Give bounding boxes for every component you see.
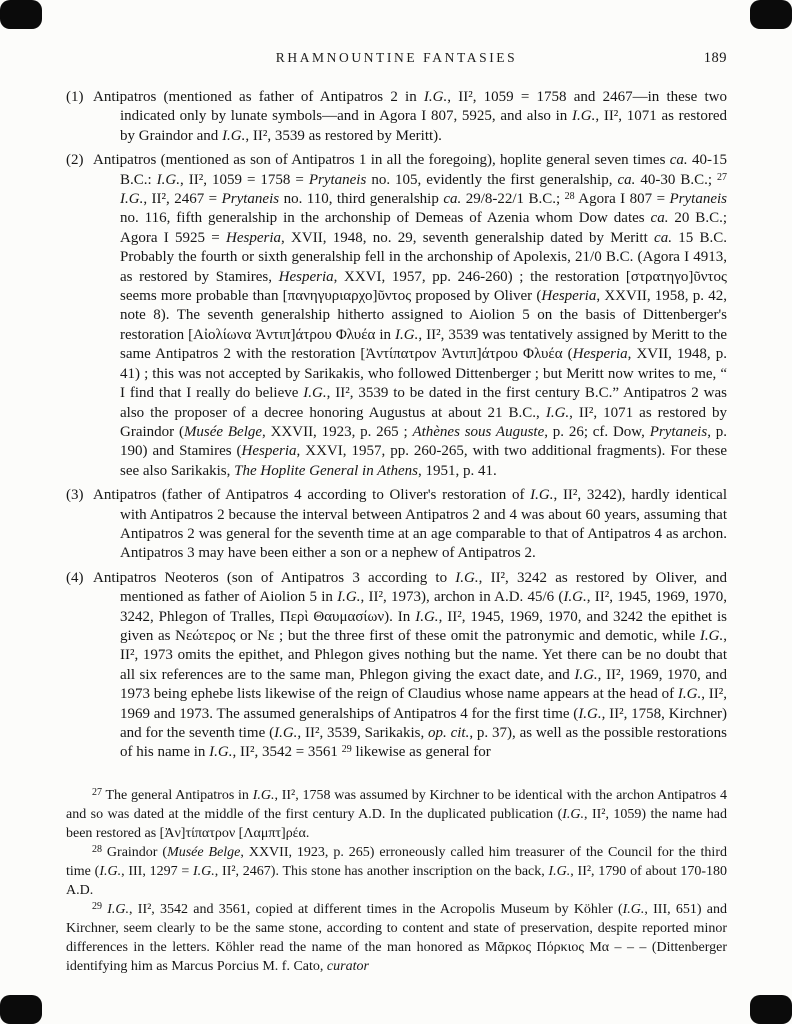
entry-antipatros-3 xyxy=(66,486,727,564)
entry-number: (1) xyxy=(66,89,84,105)
entry-number: (4) xyxy=(66,569,84,586)
entry-number: (2) xyxy=(66,152,84,169)
entry-antipatros-2 xyxy=(66,151,727,481)
page-number: 189 xyxy=(703,50,727,66)
entry-text: Antipatros (mentioned as son of Antipatros 1 in all the foregoing), hoplite general seven times ca. 40-15 B.C.: I.G., II², 1059 = 1758 = Prytaneis no. 105, evidently the first generalship, ca. 40-30 B.C.; $^{27}$ I.G., II², 2467 = Prytaneis no. 110, third generalship ca. 29/8-22/1 B.C.; $^{28}$ Agora I 807 = Prytaneis no. 116, fifth generalship in the archonship of Demeas of Azenia whom Dow dates ca. 20 B.C.; Agora I 5925 = Hesperia, XVII, 1948, no. 29, seventh generalship dated by Meritt ca. 15 B.C. Probably the fourth or sixth generalship fell in the archonship of Apolexis, 21/0 B.C. (Agora I 4913, as restored by Stamires, Hesperia, XXVI, 1957, pp. 246-260) ; the restoration [στρατηγο]ῦντος seems more probable than [πανηγυριαρχο]ῦντος proposed by Oliver (Hesperia, XXVII, 1958, p. 42, note 8). The seventh generalship hitherto assigned to Aiolion 5 on the basis of Dittenberger's restoration [Αἰολίωνα Ἀντιπ]άτρου Φλυέα in I.G., II², 3539 was tentatively assigned by Meritt to the same Antipatros 2 with the restoration [Ἀντίπατρον Ἀντιπ]άτρου Φλυέα (Hesperia, XVII, 1948, p. 41) ; this was not accepted by Sarikakis, who followed Dittenberger ; but Meritt now writes to me, “ I find that I really do believe I.G., II², 3539 to be dated in the first century B.C.” Antipatros 2 was also the proposer of a decree honoring Augustus at about 21 B.C., I.G., II², 1071 as restored by Graindor (Musée Belge, XXVII, 1923, p. 265 ; Athènes sous Auguste, p. 26; cf. Dow, Prytaneis, p. 190) and Stamires (Hesperia, XXVI, 1957, pp. 260-265, with two additional fragments). For these see also Sarikakis, The Hoplite General in Athens, 1951, p. 41. xyxy=(93,152,728,479)
scan-corner-mark-bottom-right xyxy=(750,995,792,1024)
entry-number: (3) xyxy=(66,487,84,504)
entry-text: Antipatros (father of Antipatros 4 according to Oliver's restoration of I.G., II², 3242), hardly identical with Antipatros 2 because the interval between Antipatros 2 and 4 was about 60 years, assuming that Antipatros 2 was general for the seventh time at an age comparable to that of Antipatros 4 as archon. Antipatros 3 may have been either a son or a nephew of Antipatros 2. xyxy=(93,487,728,562)
scan-corner-mark-top-right xyxy=(750,0,792,29)
page-content xyxy=(66,50,727,976)
entry-text: Antipatros (mentioned as father of Antipatros 2 in I.G., II², 1059 = 1758 and 2467—in these two indicated only by lunate symbols—and in Agora I 807, 5925, and also in I.G., II², 1071 as restored by Graindor and I.G., II², 3539 as restored by Meritt). xyxy=(93,89,727,144)
footnote-27: $^{27}$ The general Antipatros in I.G., II², 1758 was assumed by Kirchner to be identical with the archon Antipatros 4 and so was dated at the middle of the first century A.D. In the duplicated publication (I.G., II², 1059) the name had been restored as [Ἀν]τίπατρον [Λαμπτ]ρέα. xyxy=(66,786,727,841)
page-title: RHAMNOUNTINE FANTASIES xyxy=(275,50,518,65)
footnote-29: $^{29}$ I.G., II², 3542 and 3561, copied at different times in the Acropolis Museum by Köhler (I.G., III, 651) and Kirchner, seem clearly to be the same stone, according to content and state of preservation, despite reported minor differences in the letters. Köhler read the name of the man honored as Μᾶρκος Πόρκιος Μα – – – (Dittenberger identifying him as Marcus Porcius M. f. Cato, curator xyxy=(66,900,727,974)
entry-text: Antipatros Neoteros (son of Antipatros 3 according to I.G., II², 3242 as restored by Oliver, and mentioned as father of Aiolion 5 in I.G., II², 1973), archon in A.D. 45/6 (I.G., II², 1945, 1969, 1970, 3242, Phlegon of Tralles, Περὶ Θαυμασίων). In I.G., II², 1945, 1969, 1970, and 3242 the epithet is given as Νεώτερος or Νε ; but the three first of these omit the patronymic and demotic, while I.G., II², 1973 omits the epithet, and Phlegon gives nothing but the name. Yet there can be no doubt that all six references are to the same man, Phlegon giving the exact date, and I.G., II², 1969, 1970, and 1973 being ephebe lists likewise of the reign of Claudius whose name appears at the head of I.G., II², 1969 and 1973. The assumed generalships of Antipatros 4 for the first time (I.G., II², 1758, Kirchner) and for the seventh time (I.G., II², 3539, Sarikakis, op. cit., p. 37), as well as the possible restorations of his name in I.G., II², 3542 = 3561 $^{29}$ likewise as general for xyxy=(93,569,728,761)
catalogue-entries xyxy=(66,88,727,763)
scan-corner-mark-top-left xyxy=(0,0,42,29)
footnote-28: $^{28}$ Graindor (Musée Belge, XXVII, 1923, p. 265) erroneously called him treasurer of the Council for the third time (I.G., III, 1297 = I.G., II², 2467). This stone has another inscription on the back, I.G., II², 1790 of about 170-180 A.D. xyxy=(66,843,727,898)
running-header xyxy=(66,50,727,68)
entry-antipatros-1 xyxy=(66,88,727,146)
footnotes-section xyxy=(66,786,727,976)
scan-corner-mark-bottom-left xyxy=(0,995,42,1024)
entry-antipatros-4 xyxy=(66,569,727,763)
